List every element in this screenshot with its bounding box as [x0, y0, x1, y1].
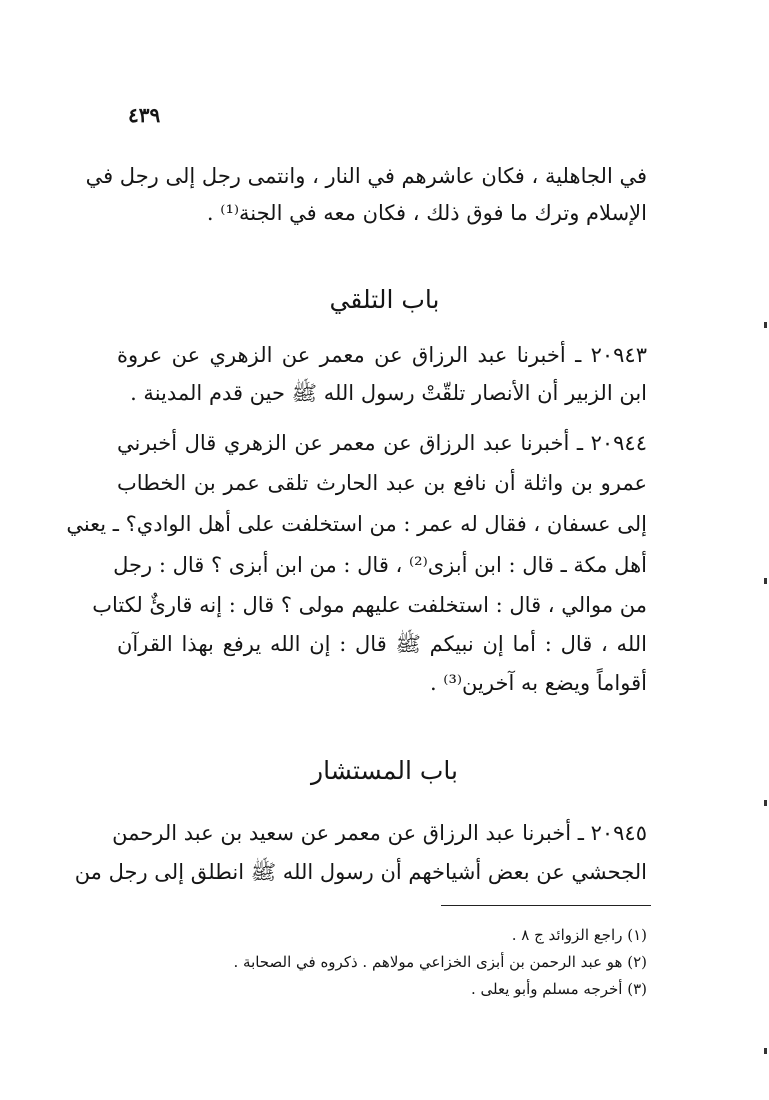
hadith-20943-line-1: ٢٠٩٤٣ ـ أخبرنا عبد الرزاق عن معمر عن الزهري عن عروة	[117, 343, 647, 367]
footnote-divider	[441, 905, 651, 906]
hadith-20944-line-6: الله ، قال : أما إن نبيكم ﷺ قال : إن الله يرفع بهذا القرآن	[117, 632, 647, 656]
hadith-20944-line-4: أهل مكة ـ قال : ابن أبزى⁽²⁾ ، قال : من ابن أبزى ؟ قال : رجل	[113, 553, 647, 577]
hadith-20944-line-3: إلى عسفان ، فقال له عمر : من استخلفت على أهل الوادي؟ ـ يعني	[66, 512, 647, 536]
footnote-2: (٢) هو عبد الرحمن بن أبزى الخزاعي مولاهم . ذكروه في الصحابة .	[233, 953, 647, 971]
intro-line-2: الإسلام وترك ما فوق ذلك ، فكان معه في الجنة⁽¹⁾ .	[206, 201, 647, 225]
scan-edge-mark	[764, 1048, 767, 1054]
hadith-20944-line-1: ٢٠٩٤٤ ـ أخبرنا عبد الرزاق عن معمر عن الزهري قال أخبرني	[117, 431, 647, 455]
page-number: ٤٣٩	[128, 103, 161, 127]
chapter-heading-reception: باب التلقي	[329, 285, 440, 314]
hadith-20944-line-2: عمرو بن واثلة أن نافع بن عبد الحارث تلقى عمر بن الخطاب	[117, 471, 647, 495]
chapter-heading-adviser: باب المستشار	[311, 756, 458, 785]
footnote-1: (١) راجع الزوائد ج ٨ .	[511, 926, 647, 944]
intro-line-1: في الجاهلية ، فكان عاشرهم في النار ، وانتمى رجل إلى رجل في	[85, 164, 647, 188]
hadith-20944-line-5: من موالي ، قال : استخلفت عليهم مولى ؟ قال : إنه قارئٌ لكتاب	[92, 593, 647, 617]
scan-edge-mark	[764, 800, 767, 806]
scan-edge-mark	[764, 322, 767, 328]
scan-edge-mark	[764, 578, 767, 584]
hadith-20943-line-2: ابن الزبير أن الأنصار تلقّتْ رسول الله ﷺ حين قدم المدينة .	[130, 381, 647, 405]
hadith-20945-line-2: الجحشي عن بعض أشياخهم أن رسول الله ﷺ انطلق إلى رجل من	[74, 860, 647, 884]
hadith-20945-line-1: ٢٠٩٤٥ ـ أخبرنا عبد الرزاق عن معمر عن سعيد بن عبد الرحمن	[112, 821, 647, 845]
hadith-20944-line-7: أقواماً ويضع به آخرين⁽³⁾ .	[429, 671, 647, 695]
footnote-3: (٣) أخرجه مسلم وأبو يعلى .	[471, 980, 647, 998]
